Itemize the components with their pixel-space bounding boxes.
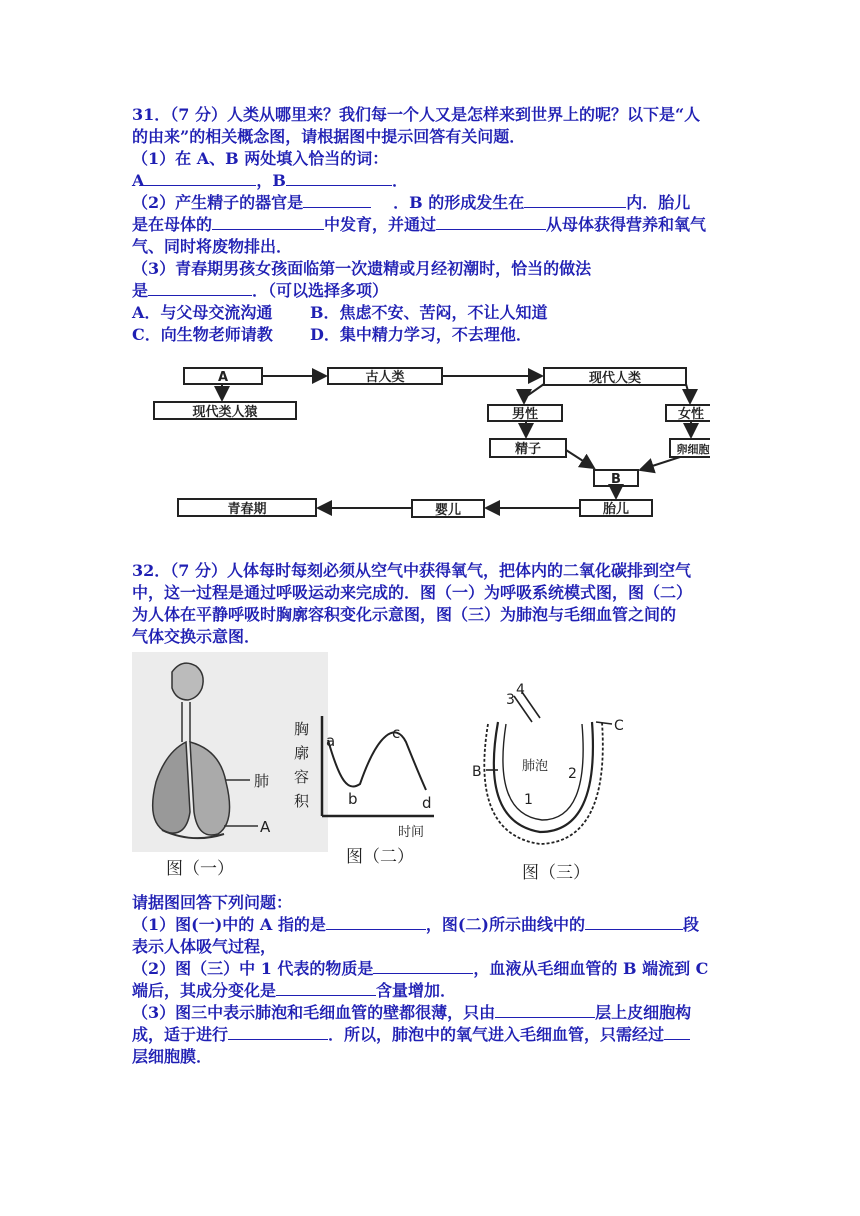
head-outline (172, 663, 203, 700)
blank-approach[interactable] (148, 280, 252, 296)
q32-p1-d: 表示人体吸气过程， (132, 937, 277, 956)
q32-p1-b: ，图(二)所示曲线中的 (425, 915, 585, 934)
q31-sub2-a: （2）产生精子的器官是 (132, 193, 304, 212)
label-a: A (217, 370, 229, 385)
blank-a[interactable] (144, 170, 256, 186)
label-egg: 卵细胞 (676, 443, 710, 456)
ylabel-char4: 积 (294, 792, 310, 810)
option-c: C．向生物老师请教 (132, 325, 273, 344)
q31-sub1-label-a: A (132, 171, 145, 190)
q31-sub2-c: 内．胎儿 (626, 193, 691, 212)
blank-b[interactable] (286, 170, 392, 186)
curve-point-c: c (392, 724, 401, 742)
q32-p3-b: 层上皮细胞构 (595, 1003, 692, 1022)
ylabel-char2: 廓 (294, 744, 310, 762)
q32-intro (132, 560, 732, 648)
q32-p3-a: （3）图三中表示肺泡和毛细血管的壁都很薄，只由 (132, 1003, 496, 1022)
caption-figure3: 图（三） (522, 863, 590, 882)
option-b: B．焦虑不安、苦闷，不让人知道 (310, 303, 548, 322)
figure-chest-volume-curve (288, 712, 448, 872)
q31-sub2-d: 是在母体的 (132, 215, 213, 234)
q32-p1-c: 段 (683, 915, 700, 934)
blank-organ[interactable] (303, 192, 371, 208)
caption-figure1: 图（一） (166, 859, 234, 879)
label-female: 女性 (677, 407, 705, 422)
q31-intro-line2: 的由来”的相关概念图，请根据图中提示回答有关问题． (132, 127, 526, 146)
label-modern: 现代人类 (588, 371, 642, 386)
blank-exchange[interactable] (228, 1024, 328, 1040)
curve-point-b: b (348, 790, 358, 808)
label-num3: 3 (506, 692, 515, 708)
origin-concept-diagram (150, 362, 710, 522)
option-a: A．与父母交流沟通 (132, 303, 273, 322)
blank-uterus[interactable] (212, 214, 324, 230)
label-b: B (611, 472, 621, 487)
q32-intro-line4: 气体交换示意图． (132, 627, 261, 646)
q31-sub2-g: 气、同时将废物排出． (132, 237, 293, 256)
q31-sub3-c: ．（可以选择多项） (252, 281, 389, 300)
q32-p2-d: 含量增加． (376, 981, 457, 1000)
q32-intro-line3: 为人体在平静呼吸时胸廓容积变化示意图，图（三）为肺泡与毛细血管之间的 (132, 605, 677, 624)
q31-intro (132, 104, 732, 346)
blank-placenta[interactable] (436, 214, 546, 230)
q31-intro-line1: 31．（7 分）人类从哪里来？我们每一个人又是怎样来到世界上的呢？以下是“人 (132, 105, 701, 124)
label-fig3-c: C (614, 718, 624, 734)
c-pointer (596, 722, 612, 724)
blank-substance-1[interactable] (373, 958, 473, 974)
ylabel-char1: 胸 (294, 720, 310, 738)
q31-sub2-f: 从母体获得营养和氧气 (546, 215, 707, 234)
blank-fig1-a[interactable] (326, 914, 426, 930)
punct: ． (391, 171, 408, 190)
blank-membrane-count[interactable] (664, 1024, 690, 1040)
q32-prompt: 请据图回答下列问题： (132, 893, 293, 912)
arrow-3 (514, 696, 532, 722)
figure-alveolus-exchange (470, 672, 640, 882)
q32-p2-a: （2）图（三）中 1 代表的物质是 (132, 959, 374, 978)
q32-intro-line2: 中，这一过程是通过呼吸运动来完成的．图（一）为呼吸系统模式图，图（二） (132, 583, 693, 602)
label-num4: 4 (516, 682, 525, 698)
caption-figure2: 图（二） (346, 847, 414, 867)
capillary (484, 722, 603, 844)
q31-sub3-b: 是 (132, 281, 149, 300)
q32-questions (132, 892, 732, 1068)
q31-sub1: （1）在 A、B 两处填入恰当的词： (132, 149, 389, 168)
blank-layer-count[interactable] (495, 1002, 595, 1018)
label-baby: 婴儿 (434, 503, 462, 518)
q32-p3-e: 层细胞膜． (132, 1047, 213, 1066)
label-ancient: 古人类 (365, 370, 405, 385)
ylabel-char3: 容 (294, 768, 310, 786)
blank-curve-segment[interactable] (585, 914, 683, 930)
label-alveolus: 肺泡 (522, 759, 549, 774)
q32-p3-d: ．所以，肺泡中的氧气进入毛细血管，只需经过 (328, 1025, 665, 1044)
label-fig1-a: A (260, 818, 271, 836)
q32-p3-c: 成，适于进行 (132, 1025, 229, 1044)
volume-curve (328, 732, 426, 790)
label-lung: 肺 (254, 772, 270, 790)
blank-component[interactable] (276, 980, 376, 996)
label-ape: 现代类人猿 (192, 405, 258, 420)
label-sperm: 精子 (514, 442, 542, 457)
label-puberty: 青春期 (227, 502, 267, 517)
q31-sub3-a: （3）青春期男孩女孩面临第一次遗精或月经初潮时，恰当的做法 (132, 259, 592, 278)
blank-place[interactable] (524, 192, 626, 208)
q31-sub2-e: 中发育，并通过 (324, 215, 437, 234)
label-male: 男性 (511, 407, 539, 422)
q32-p2-c: 端后，其成分变化是 (132, 981, 277, 1000)
alveolus-outer-wall (494, 722, 593, 832)
q32-intro-line1: 32．（7 分）人体每时每刻必须从空气中获得氧气，把体内的二氧化碳排到空气 (132, 561, 691, 580)
q32-p2-b: ，血液从毛细血管的 B 端流到 C (473, 959, 709, 978)
label-fig3-b: B (472, 764, 482, 780)
label-num2: 2 (568, 766, 577, 782)
q32-p1-a: （1）图(一)中的 A 指的是 (132, 915, 326, 934)
curve-point-a: a (326, 732, 336, 750)
label-num1: 1 (524, 792, 533, 808)
label-fetus: 胎儿 (602, 502, 630, 517)
x-axis-label: 时间 (398, 825, 425, 840)
q31-sub1-label-b: ，B (256, 171, 286, 190)
curve-point-d: d (422, 794, 432, 812)
q31-sub2-b: ．B 的形成发生在 (393, 193, 525, 212)
option-d: D．集中精力学习，不去理他． (310, 325, 532, 344)
